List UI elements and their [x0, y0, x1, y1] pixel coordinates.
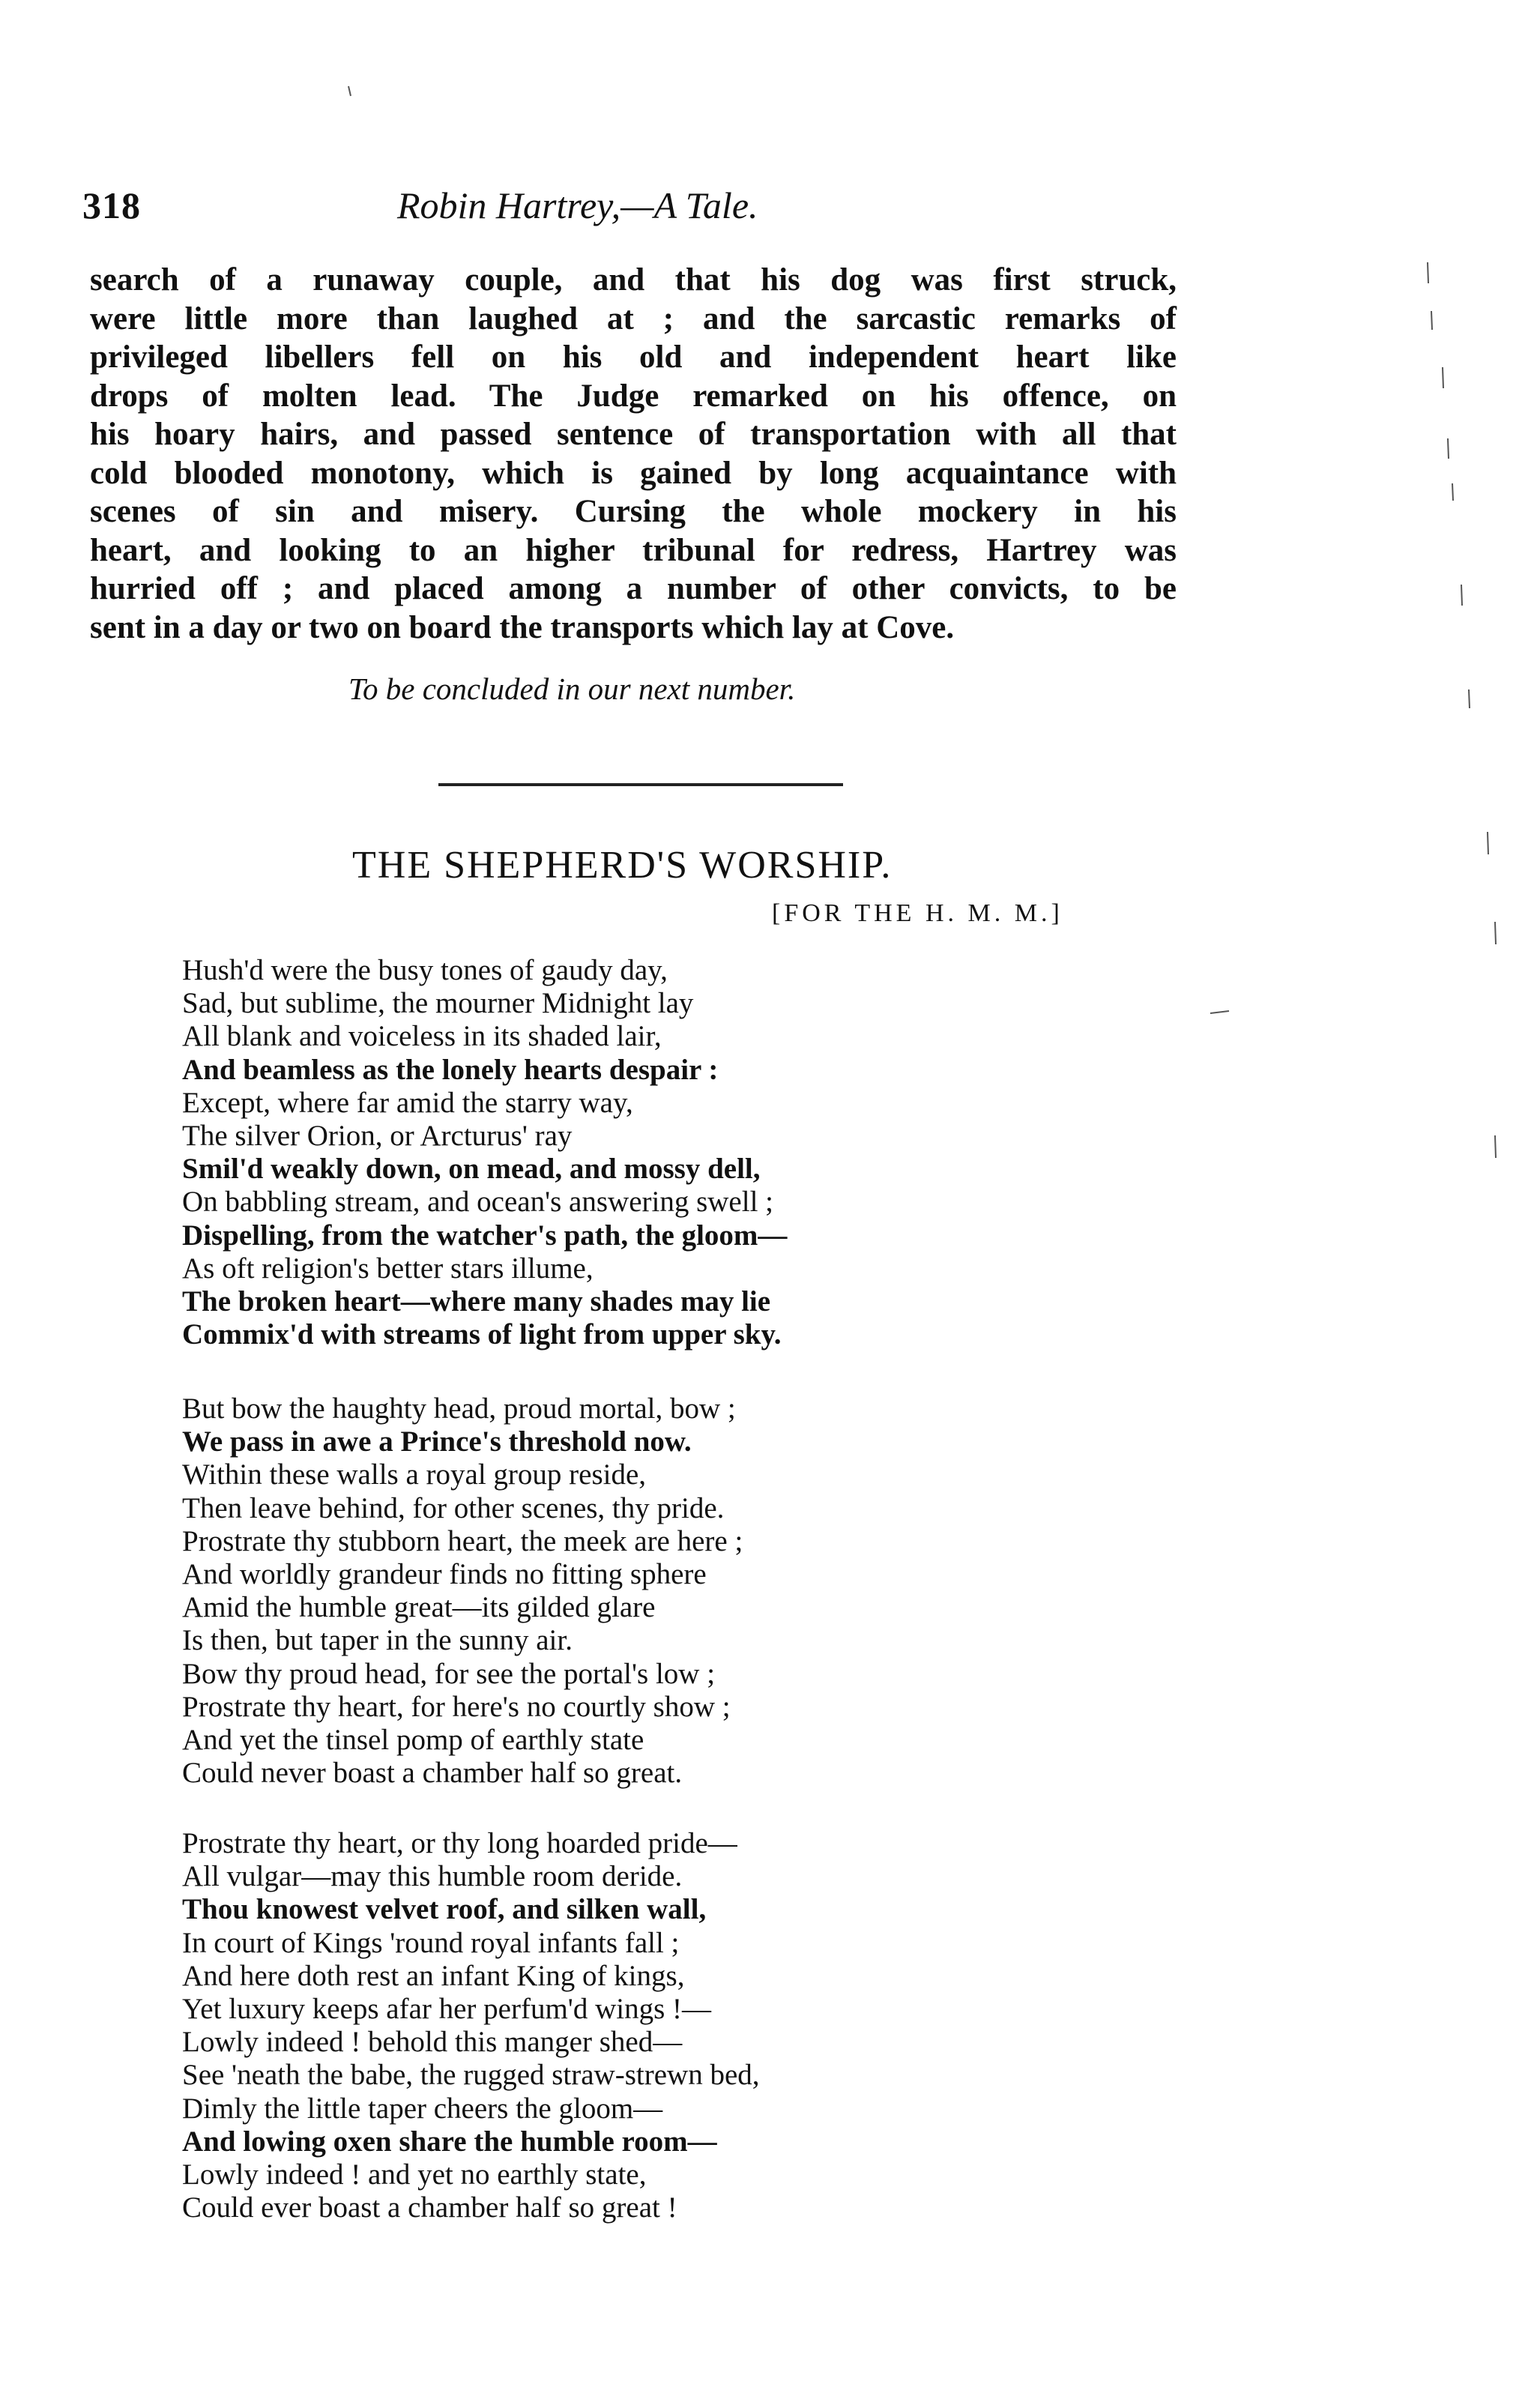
verse-line: In court of Kings 'round royal infants fall ;: [182, 1926, 680, 1959]
verse-line: Then leave behind, for other scenes, thy pride.: [182, 1491, 725, 1524]
prose-line: hurried off ; and placed among a number of other convicts, to be: [90, 571, 1177, 606]
verse-line: Prostrate thy heart, or thy long hoarded pride—: [182, 1827, 737, 1859]
scan-speck: [1495, 1135, 1496, 1158]
verse-line: All vulgar—may this humble room deride.: [182, 1860, 683, 1893]
verse-line: But bow the haughty head, proud mortal, bow ;: [182, 1392, 736, 1425]
verse-line: As oft religion's better stars illume,: [182, 1252, 594, 1285]
verse-line: Prostrate thy stubborn heart, the meek are here ;: [182, 1524, 743, 1557]
verse-line: Could ever boast a chamber half so great !: [182, 2191, 677, 2224]
verse-line: Commix'd with streams of light from upper sky.: [182, 1318, 782, 1351]
scan-speck: [1448, 438, 1449, 459]
verse-line: Yet luxury keeps afar her perfum'd wings !—: [182, 1993, 711, 2026]
continuation-note: To be concluded in our next number.: [348, 672, 796, 706]
verse-line: And lowing oxen share the humble room—: [182, 2125, 717, 2158]
verse-line: The silver Orion, or Arcturus' ray: [182, 1120, 573, 1153]
verse-line: Smil'd weakly down, on mead, and mossy dell,: [182, 1153, 761, 1186]
verse-line: Bow thy proud head, for see the portal's low ;: [182, 1657, 716, 1690]
scan-speck: [1431, 311, 1432, 330]
scan-speck: [1495, 922, 1496, 944]
scan-speck: [1452, 483, 1453, 501]
verse-line: And yet the tinsel pomp of earthly state: [182, 1724, 644, 1757]
verse-line: Dimly the little taper cheers the gloom—: [182, 2092, 663, 2125]
prose-line: heart, and looking to an higher tribunal for redress, Hartrey was: [90, 532, 1177, 568]
scan-speck: [1469, 689, 1470, 708]
prose-line: privileged libellers fell on his old and independent heart like: [90, 340, 1177, 375]
prose-line: scenes of sin and misery. Cursing the whole mockery in his: [90, 494, 1177, 529]
prose-line: drops of molten lead. The Judge remarked on his offence, on: [90, 378, 1177, 414]
verse-line: Is then, but taper in the sunny air.: [182, 1624, 573, 1657]
verse-line: See 'neath the babe, the rugged straw-strewn bed,: [182, 2059, 760, 2092]
scan-speck: [1461, 585, 1462, 606]
poem-attribution: [FOR THE H. M. M.]: [772, 899, 1063, 927]
verse-line: And worldly grandeur finds no fitting sphere: [182, 1558, 707, 1591]
verse-line: All blank and voiceless in its shaded lair,: [182, 1020, 662, 1053]
verse-line: Prostrate thy heart, for here's no courtly show ;: [182, 1690, 731, 1723]
scan-speck: [1210, 1011, 1229, 1013]
prose-line: search of a runaway couple, and that his dog was first struck,: [90, 262, 1177, 298]
verse-line: Amid the humble great—its gilded glare: [182, 1591, 656, 1624]
scan-speck: [348, 86, 351, 96]
verse-line: And beamless as the lonely hearts despair :: [182, 1053, 719, 1086]
verse-line: Dispelling, from the watcher's path, the gloom—: [182, 1219, 788, 1252]
running-title: Robin Hartrey,—A Tale.: [397, 184, 758, 226]
poem-title: THE SHEPHERD'S WORSHIP.: [352, 844, 893, 887]
verse-line: The broken heart—where many shades may lie: [182, 1285, 771, 1318]
verse-line: Sad, but sublime, the mourner Midnight lay: [182, 987, 694, 1020]
verse-line: We pass in awe a Prince's threshold now.: [182, 1425, 692, 1458]
verse-line: On babbling stream, and ocean's answering swell ;: [182, 1186, 773, 1219]
verse-line: Hush'd were the busy tones of gaudy day,: [182, 954, 668, 986]
prose-line: sent in a day or two on board the transports which lay at Cove.: [90, 609, 955, 645]
page-number: 318: [82, 184, 141, 226]
verse-line: Except, where far amid the starry way,: [182, 1086, 633, 1119]
verse-line: Could never boast a chamber half so great.: [182, 1757, 683, 1790]
verse-line: Lowly indeed ! behold this manger shed—: [182, 2026, 683, 2059]
verse-line: And here doth rest an infant King of kings,: [182, 1959, 685, 1992]
verse-line: Thou knowest velvet roof, and silken wall,: [182, 1893, 707, 1926]
verse-line: Within these walls a royal group reside,: [182, 1458, 647, 1491]
verse-line: Lowly indeed ! and yet no earthly state,: [182, 2158, 647, 2191]
prose-line: were little more than laughed at ; and the sarcastic remarks of: [90, 301, 1177, 337]
prose-line: cold blooded monotony, which is gained by long acquaintance with: [90, 455, 1177, 491]
prose-line: his hoary hairs, and passed sentence of transportation with all that: [90, 417, 1177, 452]
